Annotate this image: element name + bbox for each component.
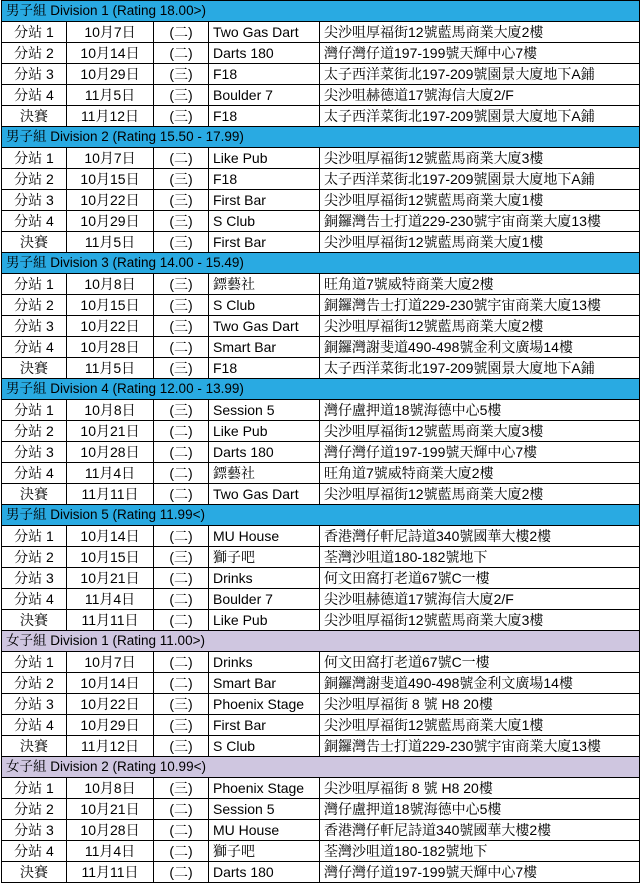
venue-cell: F18 <box>209 106 320 127</box>
table-row <box>2 358 640 379</box>
division-header-row <box>2 757 640 778</box>
address-cell: 何文田窩打老道67號C一樓 <box>320 568 640 589</box>
stage-cell: 決賽 <box>2 736 67 757</box>
address-cell: 旺角道7號威特商業大廈2樓 <box>320 463 640 484</box>
stage-cell: 分站 3 <box>2 316 67 337</box>
date-cell: 11月5日 <box>67 232 154 253</box>
stage-cell: 分站 3 <box>2 442 67 463</box>
stage-cell: 決賽 <box>2 232 67 253</box>
date-cell: 10月22日 <box>67 694 154 715</box>
table-row <box>2 652 640 673</box>
table-row <box>2 148 640 169</box>
address-cell: 香港灣仔軒尼詩道340號國華大樓2樓 <box>320 526 640 547</box>
division-title: 女子組 Division 2 (Rating 10.99<) <box>2 757 640 778</box>
date-cell: 10月22日 <box>67 190 154 211</box>
stage-cell: 分站 4 <box>2 715 67 736</box>
date-cell: 10月8日 <box>67 778 154 799</box>
table-row <box>2 232 640 253</box>
weekday-cell: (二) <box>154 820 209 841</box>
date-cell: 10月28日 <box>67 442 154 463</box>
venue-cell: First Bar <box>209 232 320 253</box>
venue-cell: 鏢藝社 <box>209 463 320 484</box>
address-cell: 旺角道7號威特商業大廈2樓 <box>320 274 640 295</box>
venue-cell: S Club <box>209 736 320 757</box>
stage-cell: 分站 4 <box>2 463 67 484</box>
weekday-cell: (三) <box>154 274 209 295</box>
stage-cell: 分站 3 <box>2 820 67 841</box>
stage-cell: 分站 1 <box>2 652 67 673</box>
stage-cell: 分站 3 <box>2 64 67 85</box>
address-cell: 尖沙咀厚福街12號藍馬商業大廈1樓 <box>320 232 640 253</box>
venue-cell: 獅子吧 <box>209 841 320 862</box>
address-cell: 灣仔盧押道18號海德中心5樓 <box>320 799 640 820</box>
venue-cell: Two Gas Dart <box>209 316 320 337</box>
date-cell: 11月11日 <box>67 862 154 883</box>
date-cell: 10月15日 <box>67 547 154 568</box>
address-cell: 灣仔灣仔道197-199號天輝中心7樓 <box>320 442 640 463</box>
weekday-cell: (二) <box>154 799 209 820</box>
date-cell: 10月21日 <box>67 421 154 442</box>
stage-cell: 分站 2 <box>2 295 67 316</box>
weekday-cell: (二) <box>154 421 209 442</box>
weekday-cell: (三) <box>154 358 209 379</box>
venue-cell: Phoenix Stage <box>209 778 320 799</box>
table-row <box>2 421 640 442</box>
date-cell: 11月5日 <box>67 85 154 106</box>
weekday-cell: (二) <box>154 610 209 631</box>
address-cell: 灣仔灣仔道197-199號天輝中心7樓 <box>320 862 640 883</box>
address-cell: 何文田窩打老道67號C一樓 <box>320 652 640 673</box>
weekday-cell: (二) <box>154 463 209 484</box>
weekday-cell: (二) <box>154 43 209 64</box>
date-cell: 10月7日 <box>67 22 154 43</box>
venue-cell: First Bar <box>209 715 320 736</box>
stage-cell: 分站 2 <box>2 169 67 190</box>
stage-cell: 分站 4 <box>2 589 67 610</box>
table-row <box>2 442 640 463</box>
division-title: 男子組 Division 5 (Rating 11.99<) <box>2 505 640 526</box>
weekday-cell: (二) <box>154 862 209 883</box>
date-cell: 10月7日 <box>67 148 154 169</box>
date-cell: 11月12日 <box>67 736 154 757</box>
venue-cell: F18 <box>209 169 320 190</box>
stage-cell: 分站 4 <box>2 85 67 106</box>
address-cell: 銅鑼灣告士打道229-230號宇宙商業大廈13樓 <box>320 211 640 232</box>
table-row <box>2 841 640 862</box>
date-cell: 11月11日 <box>67 484 154 505</box>
schedule-table <box>1 0 640 883</box>
address-cell: 灣仔灣仔道197-199號天輝中心7樓 <box>320 43 640 64</box>
date-cell: 11月4日 <box>67 841 154 862</box>
weekday-cell: (二) <box>154 673 209 694</box>
weekday-cell: (三) <box>154 64 209 85</box>
address-cell: 銅鑼灣謝斐道490-498號金利文廣場14樓 <box>320 337 640 358</box>
weekday-cell: (三) <box>154 778 209 799</box>
table-row <box>2 610 640 631</box>
division-header-row <box>2 631 640 652</box>
venue-cell: Two Gas Dart <box>209 22 320 43</box>
address-cell: 尖沙咀厚福街12號藍馬商業大廈3樓 <box>320 610 640 631</box>
stage-cell: 分站 1 <box>2 526 67 547</box>
address-cell: 太子西洋菜街北197-209號園景大廈地下A鋪 <box>320 169 640 190</box>
venue-cell: Boulder 7 <box>209 85 320 106</box>
stage-cell: 分站 4 <box>2 211 67 232</box>
division-header-row <box>2 379 640 400</box>
stage-cell: 決賽 <box>2 358 67 379</box>
date-cell: 11月5日 <box>67 358 154 379</box>
division-header-row <box>2 505 640 526</box>
stage-cell: 分站 4 <box>2 337 67 358</box>
date-cell: 10月29日 <box>67 64 154 85</box>
weekday-cell: (二) <box>154 841 209 862</box>
division-title: 女子組 Division 1 (Rating 11.00>) <box>2 631 640 652</box>
address-cell: 尖沙咀厚福街12號藍馬商業大廈1樓 <box>320 715 640 736</box>
stage-cell: 分站 2 <box>2 43 67 64</box>
weekday-cell: (二) <box>154 526 209 547</box>
stage-cell: 分站 3 <box>2 190 67 211</box>
weekday-cell: (三) <box>154 169 209 190</box>
venue-cell: Smart Bar <box>209 337 320 358</box>
table-row <box>2 64 640 85</box>
weekday-cell: (三) <box>154 694 209 715</box>
stage-cell: 分站 1 <box>2 274 67 295</box>
table-row <box>2 484 640 505</box>
date-cell: 11月4日 <box>67 589 154 610</box>
table-row <box>2 736 640 757</box>
date-cell: 11月4日 <box>67 463 154 484</box>
date-cell: 10月14日 <box>67 43 154 64</box>
stage-cell: 分站 1 <box>2 400 67 421</box>
venue-cell: MU House <box>209 526 320 547</box>
address-cell: 太子西洋菜街北197-209號園景大廈地下A鋪 <box>320 64 640 85</box>
table-row <box>2 274 640 295</box>
table-row <box>2 463 640 484</box>
date-cell: 10月28日 <box>67 820 154 841</box>
weekday-cell: (三) <box>154 715 209 736</box>
venue-cell: Like Pub <box>209 421 320 442</box>
division-title: 男子組 Division 2 (Rating 15.50 - 17.99) <box>2 127 640 148</box>
table-row <box>2 337 640 358</box>
date-cell: 10月21日 <box>67 799 154 820</box>
division-header-row <box>2 1 640 22</box>
address-cell: 銅鑼灣告士打道229-230號宇宙商業大廈13樓 <box>320 295 640 316</box>
venue-cell: F18 <box>209 64 320 85</box>
weekday-cell: (三) <box>154 736 209 757</box>
venue-cell: Session 5 <box>209 400 320 421</box>
address-cell: 太子西洋菜街北197-209號園景大廈地下A鋪 <box>320 106 640 127</box>
date-cell: 10月15日 <box>67 295 154 316</box>
weekday-cell: (二) <box>154 652 209 673</box>
table-row <box>2 169 640 190</box>
table-row <box>2 778 640 799</box>
venue-cell: Phoenix Stage <box>209 694 320 715</box>
weekday-cell: (三) <box>154 295 209 316</box>
stage-cell: 分站 4 <box>2 841 67 862</box>
table-row <box>2 589 640 610</box>
venue-cell: Darts 180 <box>209 862 320 883</box>
address-cell: 尖沙咀赫德道17號海信大廈2/F <box>320 85 640 106</box>
date-cell: 10月14日 <box>67 673 154 694</box>
date-cell: 11月11日 <box>67 610 154 631</box>
date-cell: 10月21日 <box>67 568 154 589</box>
weekday-cell: (二) <box>154 148 209 169</box>
address-cell: 尖沙咀厚福街12號藍馬商業大廈2樓 <box>320 22 640 43</box>
stage-cell: 分站 2 <box>2 799 67 820</box>
table-row <box>2 295 640 316</box>
stage-cell: 分站 3 <box>2 694 67 715</box>
table-row <box>2 547 640 568</box>
table-row <box>2 715 640 736</box>
venue-cell: 鏢藝社 <box>209 274 320 295</box>
venue-cell: Like Pub <box>209 610 320 631</box>
address-cell: 尖沙咀厚福街12號藍馬商業大廈1樓 <box>320 190 640 211</box>
date-cell: 10月8日 <box>67 400 154 421</box>
table-row <box>2 400 640 421</box>
address-cell: 尖沙咀厚福街12號藍馬商業大廈3樓 <box>320 421 640 442</box>
table-row <box>2 526 640 547</box>
venue-cell: First Bar <box>209 190 320 211</box>
weekday-cell: (二) <box>154 22 209 43</box>
address-cell: 灣仔盧押道18號海德中心5樓 <box>320 400 640 421</box>
table-row <box>2 568 640 589</box>
date-cell: 10月28日 <box>67 337 154 358</box>
address-cell: 尖沙咀厚福街 8 號 H8 20樓 <box>320 694 640 715</box>
stage-cell: 分站 2 <box>2 673 67 694</box>
address-cell: 太子西洋菜街北197-209號園景大廈地下A鋪 <box>320 358 640 379</box>
weekday-cell: (二) <box>154 568 209 589</box>
address-cell: 香港灣仔軒尼詩道340號國華大樓2樓 <box>320 820 640 841</box>
schedule-body <box>2 1 640 883</box>
table-row <box>2 43 640 64</box>
address-cell: 銅鑼灣謝斐道490-498號金利文廣場14樓 <box>320 673 640 694</box>
table-row <box>2 862 640 883</box>
date-cell: 10月22日 <box>67 316 154 337</box>
venue-cell: Darts 180 <box>209 442 320 463</box>
venue-cell: Boulder 7 <box>209 589 320 610</box>
address-cell: 尖沙咀厚福街12號藍馬商業大廈3樓 <box>320 148 640 169</box>
stage-cell: 分站 1 <box>2 148 67 169</box>
venue-cell: S Club <box>209 295 320 316</box>
division-header-row <box>2 127 640 148</box>
weekday-cell: (三) <box>154 106 209 127</box>
table-row <box>2 85 640 106</box>
stage-cell: 決賽 <box>2 484 67 505</box>
stage-cell: 分站 2 <box>2 547 67 568</box>
stage-cell: 分站 1 <box>2 778 67 799</box>
date-cell: 10月29日 <box>67 715 154 736</box>
venue-cell: Darts 180 <box>209 43 320 64</box>
table-row <box>2 211 640 232</box>
weekday-cell: (三) <box>154 211 209 232</box>
address-cell: 尖沙咀厚福街 8 號 H8 20樓 <box>320 778 640 799</box>
stage-cell: 決賽 <box>2 610 67 631</box>
weekday-cell: (三) <box>154 190 209 211</box>
address-cell: 尖沙咀厚福街12號藍馬商業大廈2樓 <box>320 484 640 505</box>
weekday-cell: (三) <box>154 316 209 337</box>
division-title: 男子組 Division 1 (Rating 18.00>) <box>2 1 640 22</box>
venue-cell: Two Gas Dart <box>209 484 320 505</box>
venue-cell: 獅子吧 <box>209 547 320 568</box>
weekday-cell: (三) <box>154 85 209 106</box>
table-row <box>2 316 640 337</box>
venue-cell: Drinks <box>209 652 320 673</box>
division-title: 男子組 Division 4 (Rating 12.00 - 13.99) <box>2 379 640 400</box>
table-row <box>2 190 640 211</box>
date-cell: 10月15日 <box>67 169 154 190</box>
date-cell: 11月12日 <box>67 106 154 127</box>
date-cell: 10月14日 <box>67 526 154 547</box>
stage-cell: 分站 1 <box>2 22 67 43</box>
table-row <box>2 673 640 694</box>
date-cell: 10月29日 <box>67 211 154 232</box>
division-header-row <box>2 253 640 274</box>
venue-cell: MU House <box>209 820 320 841</box>
date-cell: 10月8日 <box>67 274 154 295</box>
address-cell: 尖沙咀赫德道17號海信大廈2/F <box>320 589 640 610</box>
venue-cell: F18 <box>209 358 320 379</box>
stage-cell: 決賽 <box>2 106 67 127</box>
table-row <box>2 694 640 715</box>
stage-cell: 決賽 <box>2 862 67 883</box>
venue-cell: S Club <box>209 211 320 232</box>
table-row <box>2 106 640 127</box>
venue-cell: Like Pub <box>209 148 320 169</box>
address-cell: 荃灣沙咀道180-182號地下 <box>320 841 640 862</box>
weekday-cell: (二) <box>154 442 209 463</box>
weekday-cell: (二) <box>154 589 209 610</box>
date-cell: 10月7日 <box>67 652 154 673</box>
table-row <box>2 799 640 820</box>
address-cell: 荃灣沙咀道180-182號地下 <box>320 547 640 568</box>
weekday-cell: (三) <box>154 232 209 253</box>
weekday-cell: (三) <box>154 400 209 421</box>
table-row <box>2 22 640 43</box>
address-cell: 銅鑼灣告士打道229-230號宇宙商業大廈13樓 <box>320 736 640 757</box>
table-row <box>2 820 640 841</box>
address-cell: 尖沙咀厚福街12號藍馬商業大廈2樓 <box>320 316 640 337</box>
weekday-cell: (三) <box>154 547 209 568</box>
weekday-cell: (二) <box>154 337 209 358</box>
division-title: 男子組 Division 3 (Rating 14.00 - 15.49) <box>2 253 640 274</box>
venue-cell: Smart Bar <box>209 673 320 694</box>
stage-cell: 分站 3 <box>2 568 67 589</box>
venue-cell: Session 5 <box>209 799 320 820</box>
stage-cell: 分站 2 <box>2 421 67 442</box>
venue-cell: Drinks <box>209 568 320 589</box>
weekday-cell: (二) <box>154 484 209 505</box>
